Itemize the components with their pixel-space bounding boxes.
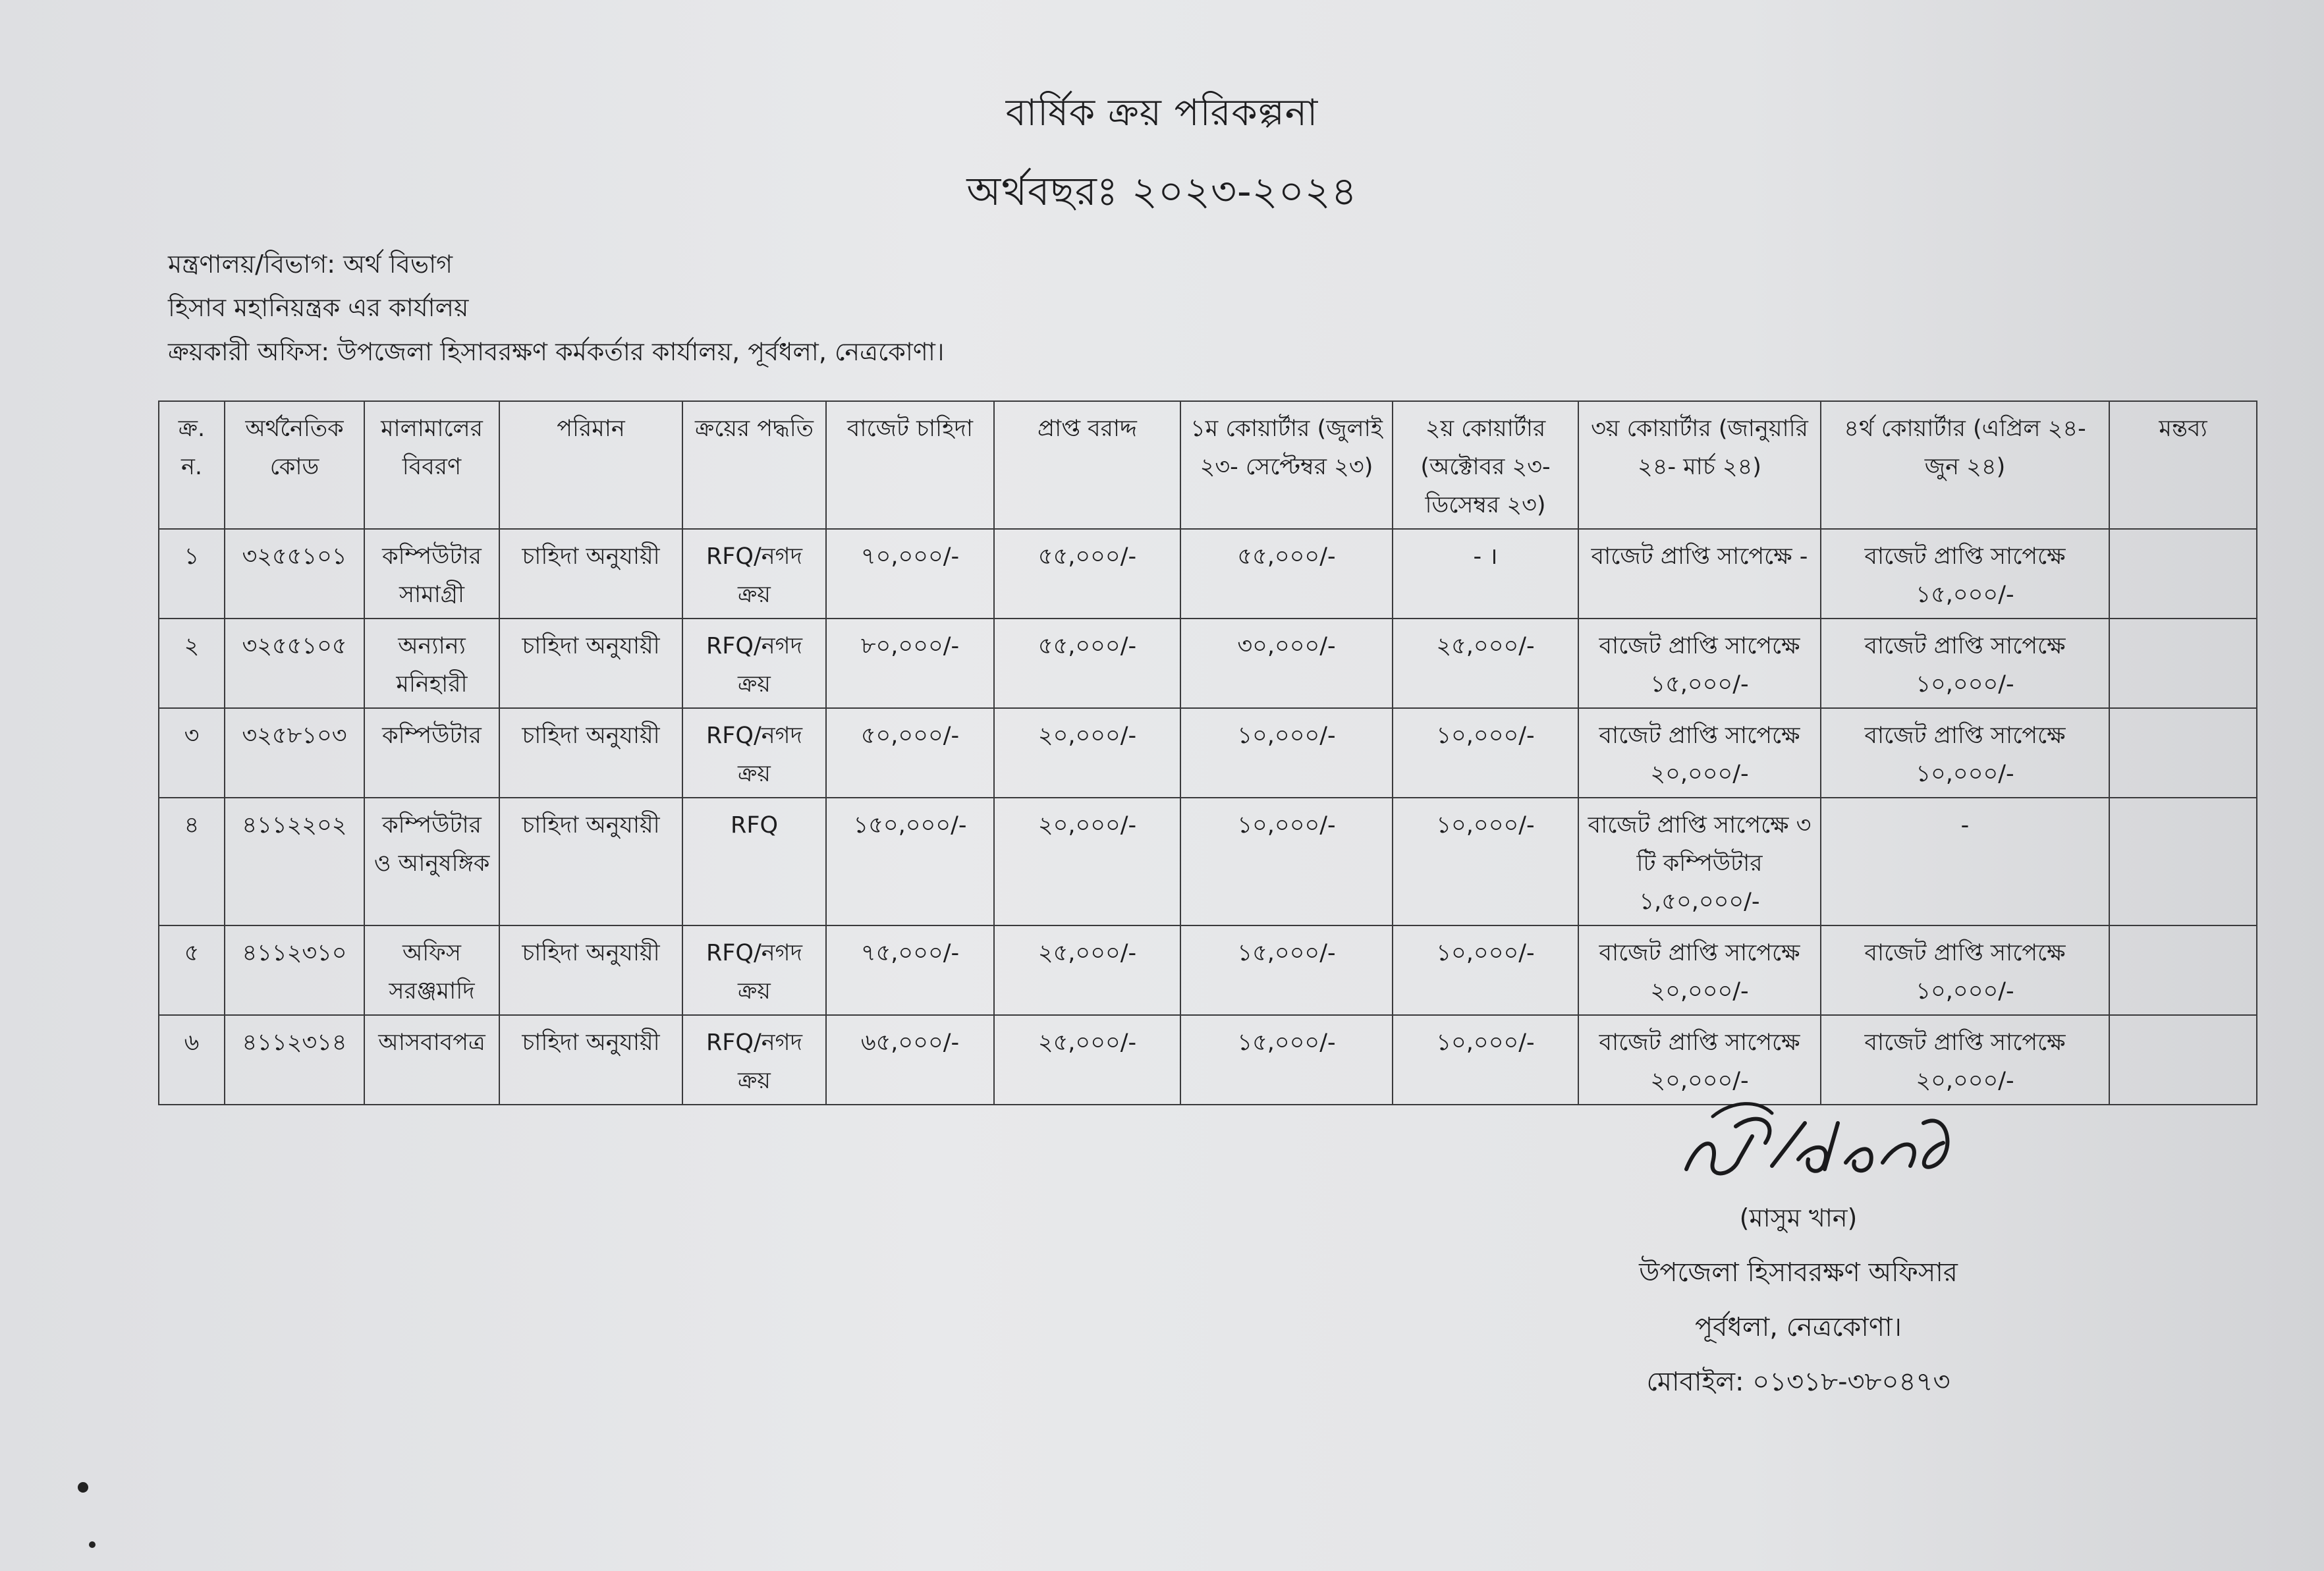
- table-row: [159, 798, 2257, 925]
- signature-image: [1673, 1097, 1963, 1196]
- cell-quarter-2: ২৫,০০০/-: [1393, 619, 1578, 708]
- cell-allocation-received: ৫৫,০০০/-: [994, 529, 1180, 619]
- header-serial: ক্র. ন.: [159, 401, 225, 529]
- cell-economic-code: ৪১১২২০২: [225, 798, 364, 925]
- cell-economic-code: ৩২৫৫১০১: [225, 529, 364, 619]
- table-row: [159, 1015, 2257, 1105]
- header-budget-demand: বাজেট চাহিদা: [826, 401, 994, 529]
- cell-procurement-method: RFQ/নগদ ক্রয়: [682, 619, 826, 708]
- signatory-designation: উপজেলা হিসাবরক্ষণ অফিসার: [1639, 1257, 1958, 1288]
- header-item-description: মালামালের বিবরণ: [364, 401, 499, 529]
- cell-quarter-1: ১০,০০০/-: [1180, 708, 1393, 798]
- cell-quarter-2: - ।: [1393, 529, 1578, 619]
- signatory-name: (মাসুম খান): [1739, 1203, 1858, 1232]
- header-quarter-2: ২য় কোয়ার্টার (অক্টোবর ২৩- ডিসেম্বর ২৩): [1393, 401, 1578, 529]
- cell-serial: ৫: [159, 925, 225, 1015]
- cell-item-description: কম্পিউটার: [364, 708, 499, 798]
- cell-allocation-received: ৫৫,০০০/-: [994, 619, 1180, 708]
- cell-quarter-1: ১০,০০০/-: [1180, 798, 1393, 925]
- paper-speck: [78, 1482, 88, 1493]
- cell-quantity: চাহিদা অনুযায়ী: [499, 708, 682, 798]
- header-quarter-3: ৩য় কোয়ার্টার (জানুয়ারি ২৪- মার্চ ২৪): [1578, 401, 1821, 529]
- cell-budget-demand: ৭৫,০০০/-: [826, 925, 994, 1015]
- cell-procurement-method: RFQ/নগদ ক্রয়: [682, 708, 826, 798]
- cell-quarter-3: বাজেট প্রাপ্তি সাপেক্ষে -: [1578, 529, 1821, 619]
- cell-budget-demand: ৬৫,০০০/-: [826, 1015, 994, 1105]
- cell-serial: ৪: [159, 798, 225, 925]
- cell-procurement-method: RFQ/নগদ ক্রয়: [682, 529, 826, 619]
- cell-quarter-3: বাজেট প্রাপ্তি সাপেক্ষে ২০,০০০/-: [1578, 1015, 1821, 1105]
- header-economic-code: অর্থনৈতিক কোড: [225, 401, 364, 529]
- cell-quarter-2: ১০,০০০/-: [1393, 1015, 1578, 1105]
- procuring-office-line: ক্রয়কারী অফিস: উপজেলা হিসাবরক্ষণ কর্মকর্তার কার্যালয়, পূর্বধলা, নেত্রকোণা।: [168, 337, 945, 366]
- cell-item-description: অফিস সরঞ্জমাদি: [364, 925, 499, 1015]
- cell-allocation-received: ২৫,০০০/-: [994, 925, 1180, 1015]
- cell-quarter-3: বাজেট প্রাপ্তি সাপেক্ষে ৩ টি কম্পিউটার ১,৫০,০০০/-: [1578, 798, 1821, 925]
- cell-remarks: [2109, 798, 2257, 925]
- signatory-mobile: মোবাইল: ০১৩১৮-৩৮০৪৭৩: [1646, 1367, 1950, 1397]
- header-quarter-4: ৪র্থ কোয়ার্টার (এপ্রিল ২৪- জুন ২৪): [1821, 401, 2109, 529]
- table-header-row: [159, 401, 2257, 529]
- cell-quarter-1: ১৫,০০০/-: [1180, 1015, 1393, 1105]
- cell-budget-demand: ১৫০,০০০/-: [826, 798, 994, 925]
- cell-budget-demand: ৭০,০০০/-: [826, 529, 994, 619]
- cell-quarter-1: ১৫,০০০/-: [1180, 925, 1393, 1015]
- cell-remarks: [2109, 925, 2257, 1015]
- header-procurement-method: ক্রয়ের পদ্ধতি: [682, 401, 826, 529]
- cell-economic-code: ৪১১২৩১০: [225, 925, 364, 1015]
- cell-quarter-4: -: [1821, 798, 2109, 925]
- table-row: [159, 925, 2257, 1015]
- cell-serial: ৩: [159, 708, 225, 798]
- cell-allocation-received: ২০,০০০/-: [994, 798, 1180, 925]
- cell-economic-code: ৩২৫৫১০৫: [225, 619, 364, 708]
- cell-quarter-4: বাজেট প্রাপ্তি সাপেক্ষে ১৫,০০০/-: [1821, 529, 2109, 619]
- cell-quantity: চাহিদা অনুযায়ী: [499, 1015, 682, 1105]
- table-row: [159, 619, 2257, 708]
- fiscal-year: অর্থবছরঃ ২০২৩-২০২৪: [966, 169, 1358, 215]
- cell-quarter-2: ১০,০০০/-: [1393, 708, 1578, 798]
- cell-remarks: [2109, 619, 2257, 708]
- cell-remarks: [2109, 708, 2257, 798]
- cell-quantity: চাহিদা অনুযায়ী: [499, 529, 682, 619]
- cell-remarks: [2109, 1015, 2257, 1105]
- header-quarter-1: ১ম কোয়ার্টার (জুলাই ২৩- সেপ্টেম্বর ২৩): [1180, 401, 1393, 529]
- cell-quarter-3: বাজেট প্রাপ্তি সাপেক্ষে ১৫,০০০/-: [1578, 619, 1821, 708]
- signatory-location: পূর্বধলা, নেত্রকোণা।: [1695, 1312, 1902, 1342]
- cell-budget-demand: ৮০,০০০/-: [826, 619, 994, 708]
- office-line: হিসাব মহানিয়ন্ত্রক এর কার্যালয়: [168, 293, 469, 322]
- cell-serial: ২: [159, 619, 225, 708]
- cell-item-description: আসবাবপত্র: [364, 1015, 499, 1105]
- cell-quantity: চাহিদা অনুযায়ী: [499, 798, 682, 925]
- cell-quarter-4: বাজেট প্রাপ্তি সাপেক্ষে ১০,০০০/-: [1821, 925, 2109, 1015]
- cell-quarter-4: বাজেট প্রাপ্তি সাপেক্ষে ১০,০০০/-: [1821, 708, 2109, 798]
- cell-allocation-received: ২০,০০০/-: [994, 708, 1180, 798]
- document-title: বার্ষিক ক্রয় পরিকল্পনা: [1005, 92, 1319, 134]
- table-row: [159, 708, 2257, 798]
- cell-quarter-3: বাজেট প্রাপ্তি সাপেক্ষে ২০,০০০/-: [1578, 708, 1821, 798]
- cell-procurement-method: RFQ/নগদ ক্রয়: [682, 925, 826, 1015]
- table-row: [159, 529, 2257, 619]
- cell-quarter-1: ৫৫,০০০/-: [1180, 529, 1393, 619]
- cell-allocation-received: ২৫,০০০/-: [994, 1015, 1180, 1105]
- header-allocation-received: প্রাপ্ত বরাদ্দ: [994, 401, 1180, 529]
- cell-item-description: অন্যান্য মনিহারী: [364, 619, 499, 708]
- cell-quarter-2: ১০,০০০/-: [1393, 925, 1578, 1015]
- cell-economic-code: ৩২৫৮১০৩: [225, 708, 364, 798]
- paper-speck: [89, 1541, 96, 1548]
- cell-item-description: কম্পিউটার ও আনুষঙ্গিক: [364, 798, 499, 925]
- cell-quarter-4: বাজেট প্রাপ্তি সাপেক্ষে ১০,০০০/-: [1821, 619, 2109, 708]
- cell-budget-demand: ৫০,০০০/-: [826, 708, 994, 798]
- cell-quarter-4: বাজেট প্রাপ্তি সাপেক্ষে ২০,০০০/-: [1821, 1015, 2109, 1105]
- cell-quantity: চাহিদা অনুযায়ী: [499, 619, 682, 708]
- cell-economic-code: ৪১১২৩১৪: [225, 1015, 364, 1105]
- cell-quantity: চাহিদা অনুযায়ী: [499, 925, 682, 1015]
- cell-procurement-method: RFQ/নগদ ক্রয়: [682, 1015, 826, 1105]
- header-remarks: মন্তব্য: [2109, 401, 2257, 529]
- cell-procurement-method: RFQ: [682, 798, 826, 925]
- cell-remarks: [2109, 529, 2257, 619]
- cell-quarter-1: ৩০,০০০/-: [1180, 619, 1393, 708]
- cell-quarter-2: ১০,০০০/-: [1393, 798, 1578, 925]
- procurement-plan-table: [158, 400, 2257, 1105]
- header-quantity: পরিমান: [499, 401, 682, 529]
- cell-serial: ১: [159, 529, 225, 619]
- ministry-line: মন্ত্রণালয়/বিভাগ: অর্থ বিভাগ: [168, 250, 453, 279]
- cell-serial: ৬: [159, 1015, 225, 1105]
- cell-quarter-3: বাজেট প্রাপ্তি সাপেক্ষে ২০,০০০/-: [1578, 925, 1821, 1015]
- cell-item-description: কম্পিউটার সামাগ্রী: [364, 529, 499, 619]
